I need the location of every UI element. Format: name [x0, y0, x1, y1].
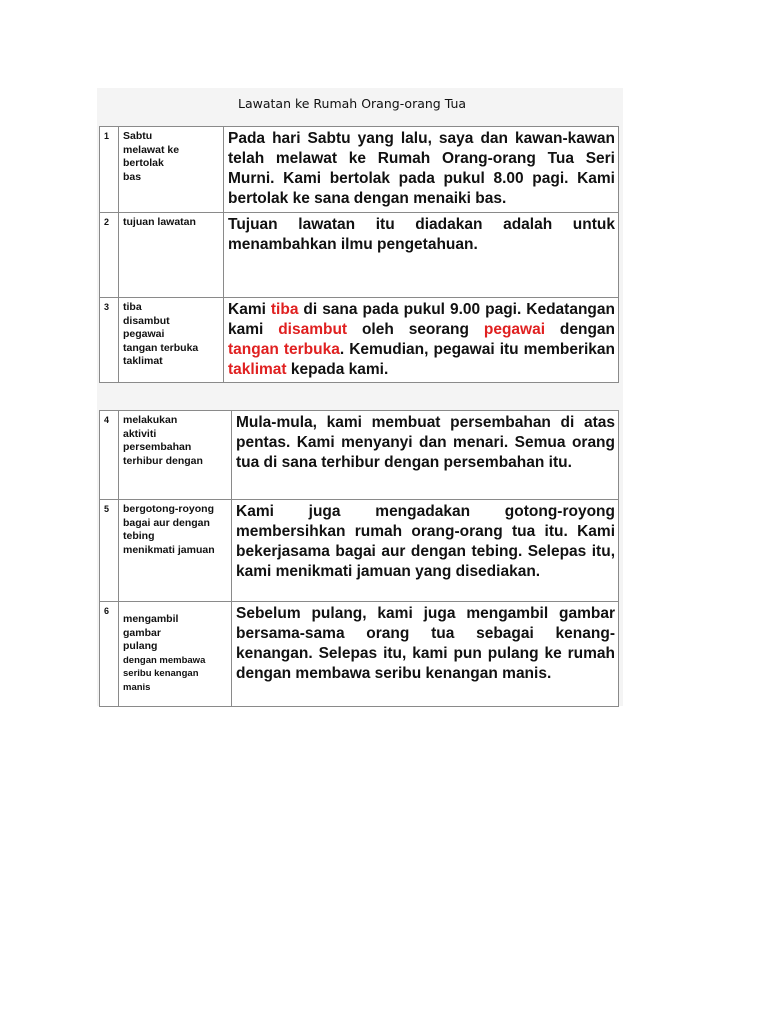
keyword: dengan membawa: [123, 654, 206, 666]
highlight-word: taklimat: [228, 361, 287, 378]
highlight-word: tangan terbuka: [228, 341, 340, 358]
paragraph-text: . Kemudian, pegawai itu memberikan: [339, 341, 616, 358]
row-number: 2: [100, 213, 119, 298]
table-row: [100, 411, 619, 500]
keyword: seribu kenangan: [123, 668, 199, 679]
spacer: [123, 605, 231, 613]
paragraph-cell: [224, 298, 619, 383]
keyword: bas: [123, 170, 142, 183]
paragraph-cell: Mula-mula, kami membuat persembahan di atas pentas. Kami menyanyi dan menari. Semua orang tua di sana terhibur dengan persembahan itu.: [232, 411, 619, 500]
paragraph-text: kepada kami.: [286, 361, 389, 378]
keyword: aktiviti: [123, 427, 157, 440]
keyword: tebing: [123, 530, 155, 542]
keyword: bertolak: [123, 157, 164, 169]
keyword-cell: [119, 213, 224, 298]
table-row: [100, 213, 619, 298]
keyword: melawat ke: [123, 143, 180, 156]
table-row: [100, 500, 619, 602]
paragraph-cell: Sebelum pulang, kami juga mengambil gambar bersama-sama orang tua sebagai kenang-kenangan. Selepas itu, kami pun pulang ke rumah dengan membawa seribu kenangan manis.: [232, 602, 619, 707]
paragraph-text: oleh seorang: [347, 321, 484, 338]
highlight-word: pegawai: [483, 321, 546, 338]
keyword-cell: [119, 298, 224, 383]
keyword: gambar: [123, 626, 161, 639]
keyword-cell: [119, 127, 224, 213]
paragraph-text: Kami: [228, 301, 271, 318]
essay-table-part-1: [99, 126, 619, 383]
row-number: 6: [100, 602, 119, 707]
highlight-word: disambut: [278, 321, 348, 338]
essay-table-part-2: [99, 410, 619, 707]
paragraph-cell: Tujuan lawatan itu diadakan adalah untuk menambahkan ilmu pengetahuan.: [224, 213, 619, 298]
keyword: tangan terbuka: [123, 341, 199, 354]
keyword-cell: [119, 500, 232, 602]
keyword: taklimat: [123, 355, 163, 367]
keyword: tujuan lawatan: [123, 216, 196, 228]
row-number: 1: [100, 127, 119, 213]
paragraph-cell: Pada hari Sabtu yang lalu, saya dan kawan-kawan telah melawat ke Rumah Orang-orang Tua Seri Murni. Kami bertolak pada pukul 8.00 pagi. Kami bertolak ke sana dengan menaiki bas.: [224, 127, 619, 213]
paragraph-text: di sana pada pukul 9.00 pagi. Kedatangan kami: [228, 301, 615, 338]
row-number: 4: [100, 411, 119, 500]
keyword: menikmati jamuan: [123, 543, 215, 556]
table-row: [100, 602, 619, 707]
row-number: 3: [100, 298, 119, 383]
table-row: [100, 298, 619, 383]
keyword: manis: [123, 681, 151, 693]
keyword: mengambil: [123, 613, 179, 625]
highlight-word: tiba: [270, 301, 299, 318]
keyword: terhibur dengan: [123, 454, 203, 467]
keyword: Sabtu: [123, 130, 153, 142]
keyword: pulang: [123, 640, 158, 652]
keyword-cell: [119, 602, 232, 707]
document-title: Lawatan ke Rumah Orang-orang Tua: [238, 96, 467, 111]
row-number: 5: [100, 500, 119, 602]
keyword: tiba: [123, 301, 142, 313]
paragraph-cell: Kami juga mengadakan gotong-royong membersihkan rumah orang-orang tua itu. Kami bekerjasama bagai aur dengan tebing. Selepas itu, kami menikmati jamuan yang disediakan.: [232, 500, 619, 602]
keyword: bergotong-royong: [123, 503, 214, 515]
keyword: disambut: [123, 314, 170, 327]
keyword: persembahan: [123, 441, 192, 453]
keyword: pegawai: [123, 328, 165, 340]
paragraph-text: dengan: [545, 321, 616, 338]
keyword: melakukan: [123, 414, 178, 426]
keyword-cell: [119, 411, 232, 500]
table-row: [100, 127, 619, 213]
keyword: bagai aur dengan: [123, 516, 210, 529]
